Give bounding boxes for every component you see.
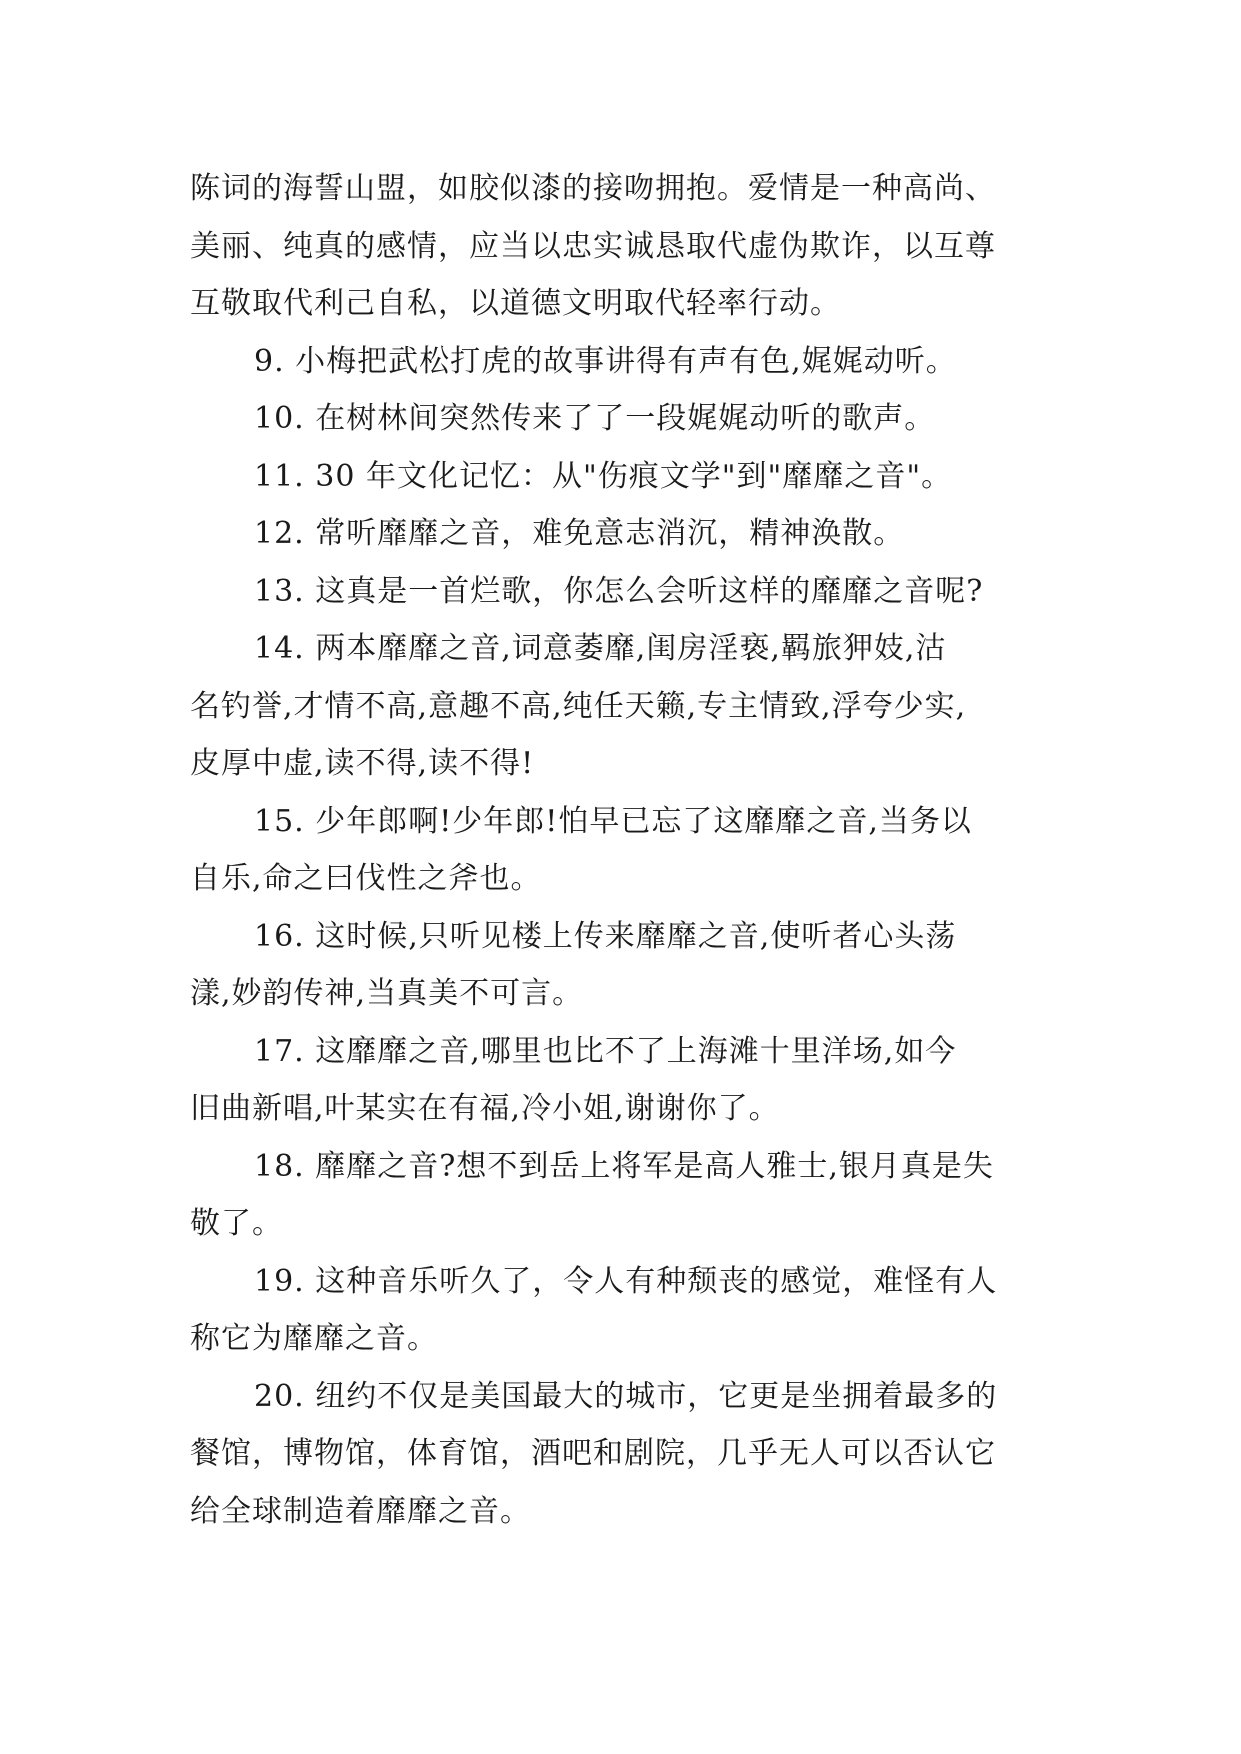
text-line: 15. 少年郎啊!少年郎!怕早已忘了这靡靡之音,当务以	[254, 803, 972, 839]
sentence-18	[190, 1138, 1070, 1253]
paragraph-continuation	[190, 160, 1070, 333]
text-line: 互敬取代利己自私，以道德文明取代轻率行动。	[190, 286, 841, 321]
text-line: 陈词的海誓山盟，如胶似漆的接吻拥抱。爱情是一种高尚、	[190, 171, 996, 206]
text-line: 给全球制造着靡靡之音。	[190, 1493, 531, 1529]
sentence-16	[190, 908, 1070, 1023]
text-line: 11. 30 年文化记忆：从"伤痕文学"到"靡靡之音"。	[254, 458, 953, 494]
sentence-19	[190, 1253, 1070, 1368]
text-line: 18. 靡靡之音?想不到岳上将军是高人雅士,银月真是失	[254, 1148, 994, 1184]
text-line: 16. 这时候,只听见楼上传来靡靡之音,使听者心头荡	[254, 918, 957, 954]
sentence-20	[190, 1368, 1070, 1541]
text-line: 12. 常听靡靡之音，难免意志消沉，精神涣散。	[254, 516, 905, 551]
text-line: 皮厚中虚,读不得,读不得!	[190, 746, 535, 781]
text-line: 旧曲新唱,叶某实在有福,冷小姐,谢谢你了。	[190, 1091, 780, 1126]
text-line: 名钓誉,才情不高,意趣不高,纯任天籁,专主情致,浮夸少实,	[190, 688, 967, 724]
text-line: 9. 小梅把武松打虎的故事讲得有声有色,娓娓动听。	[254, 343, 957, 379]
sentence-17	[190, 1023, 1070, 1138]
sentence-11	[190, 448, 1070, 506]
sentence-15	[190, 793, 1070, 908]
text-line: 14. 两本靡靡之音,词意萎靡,闺房淫亵,羁旅狎妓,沽	[254, 631, 947, 666]
sentence-9	[190, 333, 1070, 391]
text-line: 19. 这种音乐听久了，令人有种颓丧的感觉，难怪有人	[254, 1263, 998, 1299]
text-line: 10. 在树林间突然传来了了一段娓娓动听的歌声。	[254, 401, 936, 436]
text-line: 餐馆，博物馆，体育馆，酒吧和剧院，几乎无人可以否认它	[190, 1436, 996, 1471]
sentence-14	[190, 620, 1070, 793]
sentence-12	[190, 505, 1070, 563]
text-line: 漾,妙韵传神,当真美不可言。	[190, 976, 584, 1011]
text-line: 自乐,命之曰伐性之斧也。	[190, 861, 542, 896]
document-body	[190, 160, 1070, 1540]
text-line: 称它为靡靡之音。	[190, 1321, 438, 1356]
text-line: 17. 这靡靡之音,哪里也比不了上海滩十里洋场,如今	[254, 1033, 957, 1069]
sentence-13	[190, 563, 1070, 621]
text-line: 敬了。	[190, 1206, 283, 1241]
text-line: 13. 这真是一首烂歌，你怎么会听这样的靡靡之音呢?	[254, 573, 984, 609]
sentence-10	[190, 390, 1070, 448]
text-line: 20. 纽约不仅是美国最大的城市，它更是坐拥着最多的	[254, 1378, 998, 1414]
text-line: 美丽、纯真的感情，应当以忠实诚恳取代虚伪欺诈，以互尊	[190, 228, 996, 264]
